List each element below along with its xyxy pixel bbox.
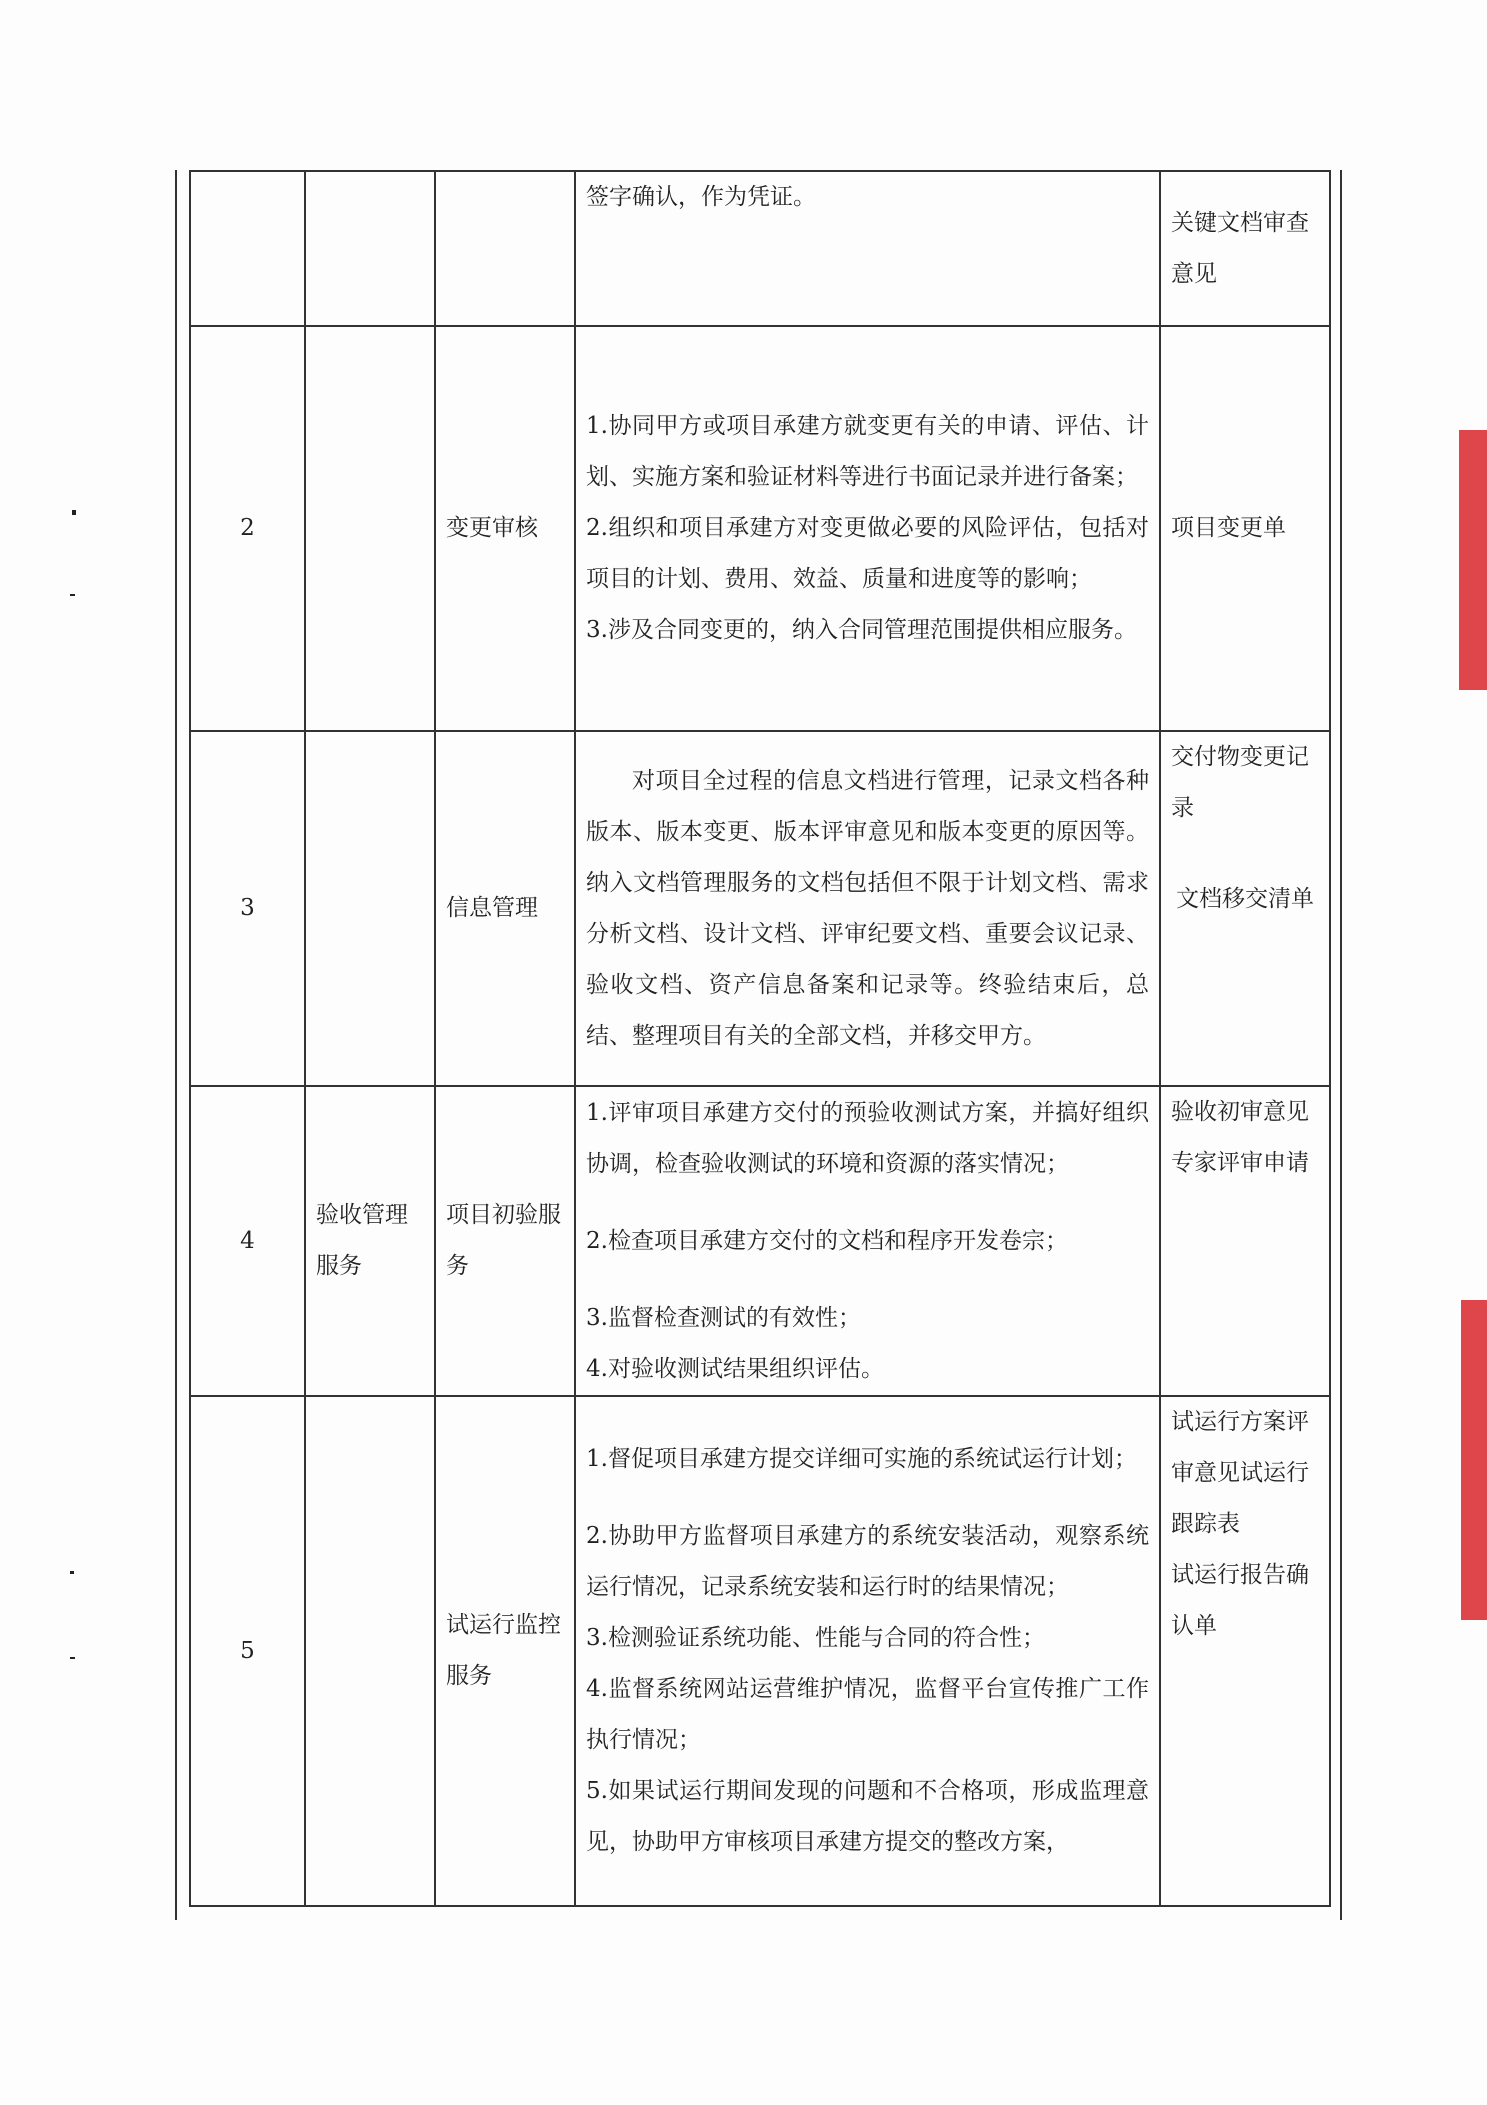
row-deliverable [1160, 1086, 1330, 1396]
scan-dot [70, 1657, 75, 1659]
table-row [190, 1086, 1330, 1396]
desc-line: 4.对验收测试结果组织评估。 [586, 1355, 884, 1382]
row-description [575, 171, 1160, 326]
row-description [575, 1396, 1160, 1906]
outer-border-right [1340, 170, 1342, 1920]
table-row [190, 326, 1330, 731]
row-number: 5 [190, 1396, 305, 1906]
service-table [189, 170, 1331, 1907]
desc-line: 3.监督检查测试的有效性； [586, 1304, 861, 1331]
row-category [305, 1396, 435, 1906]
row-number: 2 [190, 326, 305, 731]
seal-fragment [1459, 430, 1487, 690]
row-description [575, 731, 1160, 1086]
desc-line: 2.协助甲方监督项目承建方的系统安装活动，观察系统运行情况，记录系统安装和运行时的结果情况； [586, 1523, 1149, 1600]
row-category [305, 326, 435, 731]
desc-line: 5.如果试运行期间发现的问题和不合格项，形成监理意见，协助甲方审核项目承建方提交的整改方案， [586, 1778, 1149, 1855]
outer-border-left [175, 170, 177, 1920]
deliverable-line: 验收初审意见 [1171, 1099, 1309, 1125]
row-number: 4 [190, 1086, 305, 1396]
table-row [190, 731, 1330, 1086]
desc-line: 1.协同甲方或项目承建方就变更有关的申请、评估、计划、实施方案和验证材料等进行书面记录并进行备案； [586, 413, 1149, 490]
deliverable-line: 专家评审申请 [1171, 1150, 1309, 1176]
row-deliverable [1160, 326, 1330, 731]
table-row [190, 1396, 1330, 1906]
row-item: 变更审核 [435, 326, 575, 731]
row-number [190, 171, 305, 326]
row-deliverable [1160, 1396, 1330, 1906]
row-category [305, 171, 435, 326]
row-deliverable [1160, 171, 1330, 326]
row-description [575, 326, 1160, 731]
deliverable-line: 交付物变更记录 [1171, 744, 1309, 821]
row-deliverable [1160, 731, 1330, 1086]
deliverable-line: 试运行方案评审意见试运行跟踪表 [1171, 1409, 1309, 1537]
scan-dot [70, 1571, 74, 1574]
row-category [305, 731, 435, 1086]
row-category: 验收管理服务 [305, 1086, 435, 1396]
desc-line: 1.督促项目承建方提交详细可实施的系统试运行计划； [586, 1446, 1137, 1472]
desc-line: 对项目全过程的信息文档进行管理，记录文档各种版本、版本变更、版本评审意见和版本变更的原因等。纳入文档管理服务的文档包括但不限于计划文档、需求分析文档、设计文档、评审纪要文档、重要会议记录、验收文档、资产信息备案和记录等。终验结束后，总结、整理项目有关的全部文档，并移交甲方。 [586, 767, 1149, 1049]
deliverable-line: 试运行报告确认单 [1171, 1562, 1309, 1639]
row-item: 试运行监控服务 [435, 1396, 575, 1906]
row-number: 3 [190, 731, 305, 1086]
seal-fragment [1461, 1300, 1487, 1620]
row-item [435, 171, 575, 326]
deliverable-line: 文档移交清单 [1176, 886, 1314, 912]
desc-line: 2.检查项目承建方交付的文档和程序开发卷宗； [586, 1227, 1068, 1254]
row-item: 信息管理 [435, 731, 575, 1086]
row-item: 项目初验服务 [435, 1086, 575, 1396]
scan-dot [70, 594, 75, 596]
desc-line: 3.检测验证系统功能、性能与合同的符合性； [586, 1625, 1045, 1651]
table-row [190, 171, 1330, 326]
desc-line: 2.组织和项目承建方对变更做必要的风险评估，包括对项目的计划、费用、效益、质量和进度等的影响； [586, 515, 1149, 592]
desc-line: 4.监督系统网站运营维护情况，监督平台宣传推广工作执行情况； [586, 1676, 1149, 1753]
desc-line: 1.评审项目承建方交付的预验收测试方案，并搞好组织协调，检查验收测试的环境和资源的落实情况； [586, 1099, 1149, 1177]
deliverable-line: 关键文档审查意见 [1171, 209, 1309, 287]
deliverable-line: 项目变更单 [1171, 515, 1286, 541]
row-description [575, 1086, 1160, 1396]
desc-line: 签字确认，作为凭证。 [586, 184, 816, 210]
desc-line: 3.涉及合同变更的，纳入合同管理范围提供相应服务。 [586, 617, 1137, 643]
scan-dot [72, 510, 76, 515]
